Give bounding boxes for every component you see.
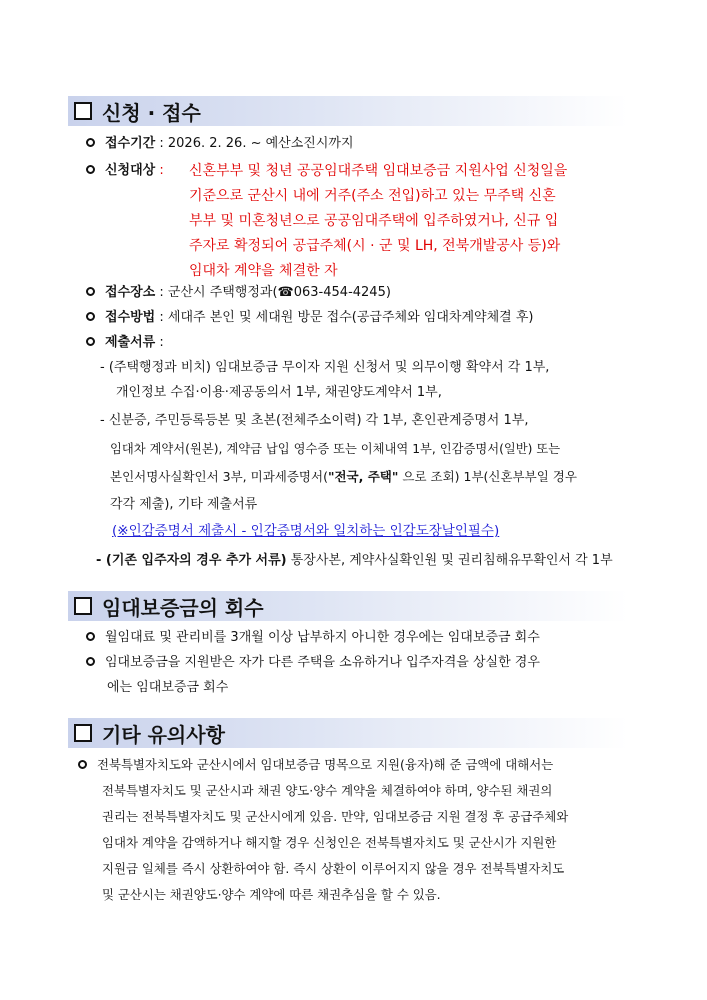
docs-emphasis: "전국, 주택" bbox=[327, 469, 399, 484]
seal-note: (※인감증명서 제출시 - 인감증명서와 일치하는 인감도장날인필수) bbox=[112, 523, 500, 539]
docs-line-mixed bbox=[110, 467, 577, 487]
period-label: 접수기간 bbox=[105, 136, 156, 151]
target-label: 신청대상 bbox=[105, 163, 156, 178]
docs-line: - 신분증, 주민등록등본 및 초본(전체주소이력) 각 1부, 혼인관계증명서 1부, bbox=[100, 413, 529, 428]
target-line: 기준으로 군산시 내에 거주(주소 전입)하고 있는 무주택 신혼 bbox=[189, 188, 556, 204]
circle-bullet-icon bbox=[86, 312, 95, 321]
section-title: 기타 유의사항 bbox=[102, 722, 225, 747]
docs-line-mixed bbox=[96, 551, 613, 571]
docs-emphasis: - (기존 입주자의 경우 추가 서류) bbox=[96, 553, 287, 568]
docs-text: 으로 조회) 1부(신혼부부일 경우 bbox=[398, 469, 577, 484]
docs-line: 임대차 계약서(원본), 계약금 납입 영수증 또는 이체내역 1부, 인감증명서(일반) 또는 bbox=[110, 442, 561, 456]
target-line: 주자로 확정되어 공급주체(시 · 군 및 LH, 전북개발공사 등)와 bbox=[189, 238, 561, 254]
notes-line: 임대차 계약을 감액하거나 해지할 경우 신청인은 전북특별자치도 및 군산시가 지원한 bbox=[102, 835, 557, 850]
period-value: : 2026. 2. 26. ~ 예산소진시까지 bbox=[159, 136, 354, 151]
docs-line: 각각 제출), 기타 제출서류 bbox=[110, 497, 258, 512]
docs-line: 개인정보 수집·이용·제공동의서 1부, 채권양도계약서 1부, bbox=[116, 385, 442, 400]
circle-bullet-icon bbox=[86, 138, 95, 147]
notes-line: 권리는 전북특별자치도 및 군산시에게 있음. 만약, 임대보증금 지원 결정 후 공급주체와 bbox=[102, 809, 569, 824]
target-line: 임대차 계약을 체결한 자 bbox=[189, 263, 338, 279]
target-row bbox=[86, 161, 164, 181]
place-label: 접수장소 bbox=[105, 285, 156, 300]
docs-text: 본인서명사실확인서 3부, 미과세증명서( bbox=[110, 469, 328, 484]
circle-bullet-icon bbox=[86, 337, 95, 346]
checkbox-square-icon bbox=[74, 102, 92, 120]
section-header-apply bbox=[68, 96, 201, 126]
target-line: 부부 및 미혼청년으로 공공임대주택에 입주하였거나, 신규 입 bbox=[189, 213, 559, 229]
circle-bullet-icon bbox=[78, 760, 87, 769]
recovery-item: 월임대료 및 관리비를 3개월 이상 납부하지 아니한 경우에는 임대보증금 회수 bbox=[86, 628, 540, 648]
section-header-notes bbox=[68, 718, 225, 748]
notes-line: 및 군산시는 채권양도·양수 계약에 따른 채권추심을 할 수 있음. bbox=[102, 887, 441, 902]
section-header-recovery bbox=[68, 591, 264, 621]
place-row bbox=[86, 283, 391, 303]
recovery-item-cont: 에는 임대보증금 회수 bbox=[107, 680, 229, 695]
notes-line: 지원금 일체를 즉시 상환하여야 함. 즉시 상환이 이루어지지 않을 경우 전북특별자치도 bbox=[102, 861, 565, 876]
circle-bullet-icon bbox=[86, 165, 95, 174]
docs-colon: : bbox=[159, 335, 164, 350]
target-colon: : bbox=[159, 163, 164, 178]
target-line: 신혼부부 및 청년 공공임대주택 임대보증금 지원사업 신청일을 bbox=[189, 163, 568, 179]
circle-bullet-icon bbox=[86, 287, 95, 296]
docs-label: 제출서류 bbox=[105, 335, 156, 350]
circle-bullet-icon bbox=[86, 632, 95, 641]
notes-line: 전북특별자치도와 군산시에서 임대보증금 명목으로 지원(융자)해 준 금액에 대해서는 bbox=[78, 755, 553, 775]
checkbox-square-icon bbox=[74, 597, 92, 615]
docs-row bbox=[86, 333, 164, 353]
section-title: 신청 · 접수 bbox=[102, 100, 201, 125]
method-value: : 세대주 본인 및 세대원 방문 접수(공급주체와 임대차계약체결 후) bbox=[159, 310, 534, 325]
place-value: : 군산시 주택행정과(☎063-454-4245) bbox=[159, 285, 391, 300]
notes-line: 전북특별자치도 및 군산시과 채권 양도·양수 계약을 체결하여야 하며, 양수된 채권의 bbox=[102, 783, 553, 798]
section-title: 임대보증금의 회수 bbox=[102, 595, 264, 620]
circle-bullet-icon bbox=[86, 657, 95, 666]
docs-text: 통장사본, 계약사실확인원 및 권리침해유무확인서 각 1부 bbox=[286, 553, 613, 568]
docs-line: - (주택행정과 비치) 임대보증금 무이자 지원 신청서 및 의무이행 확약서 각 1부, bbox=[100, 360, 550, 375]
checkbox-square-icon bbox=[74, 724, 92, 742]
period-row bbox=[86, 134, 354, 154]
method-row bbox=[86, 308, 533, 328]
method-label: 접수방법 bbox=[105, 310, 156, 325]
recovery-item: 임대보증금을 지원받은 자가 다른 주택을 소유하거나 입주자격을 상실한 경우 bbox=[86, 653, 540, 673]
